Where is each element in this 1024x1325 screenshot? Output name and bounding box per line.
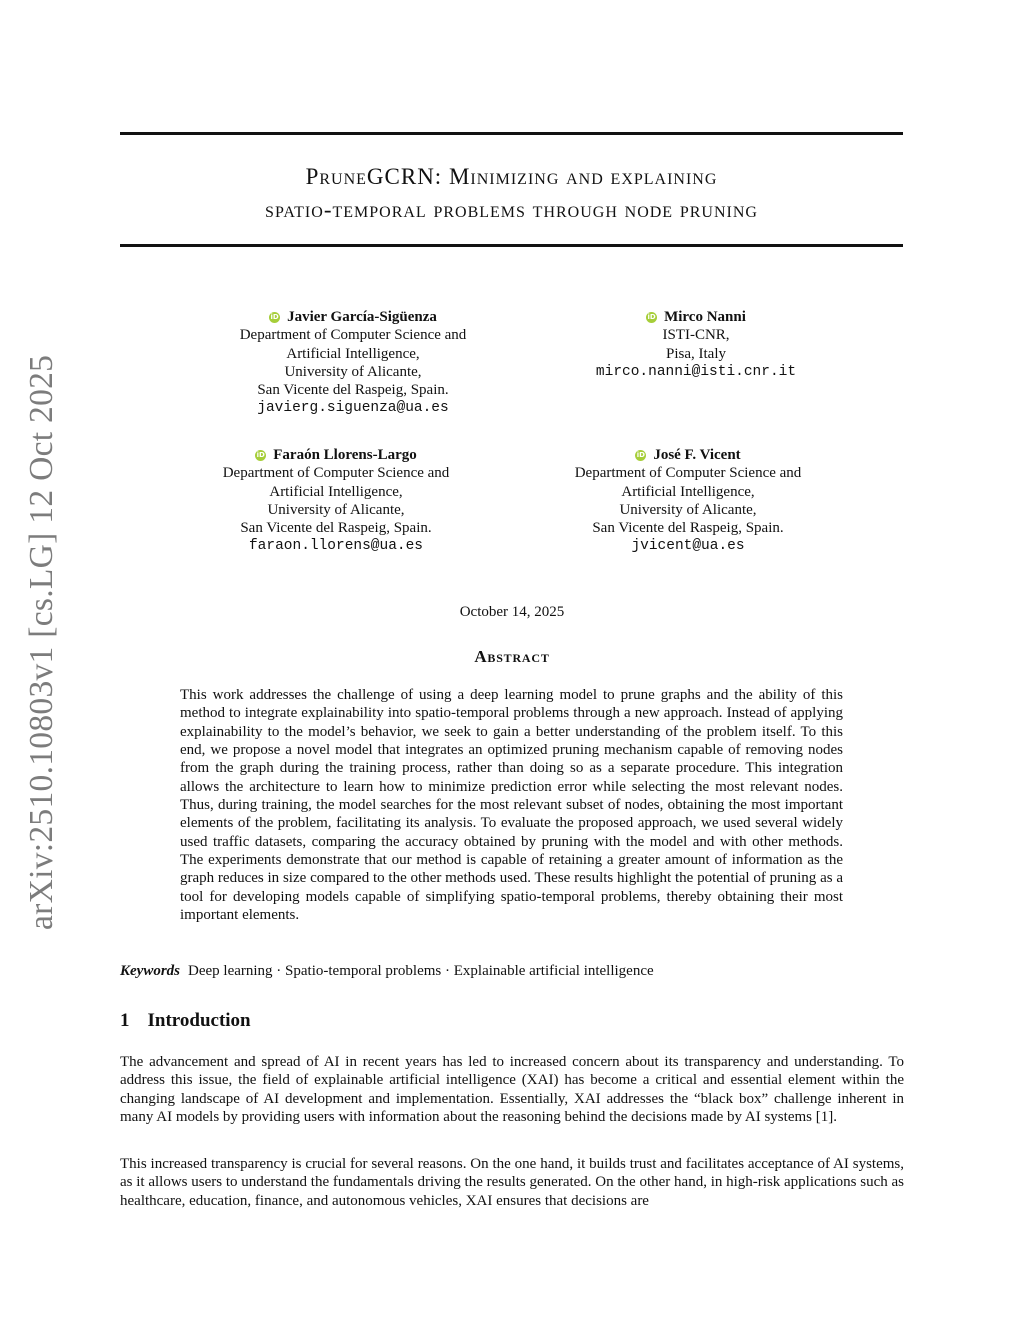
paragraph: This increased transparency is crucial for several reasons. On the one hand, it builds trust and facilitates acceptance of AI systems, as it allows users to understand the fundamentals driving the results generated. On the other hand, in high-risk applications such as healthcare, education, finance, and autonomous vehicles, XAI ensures that decisions are (120, 1156, 904, 1209)
orcid-icon[interactable]: iD (636, 450, 645, 459)
author-email[interactable]: javierg.siguenza@ua.es (257, 400, 449, 417)
keywords-label: Keywords (120, 963, 180, 979)
author-block: iD José F. Vicent Department of Computer Science and Artificial Intelligence, University of Alicante, San Vicente del Raspeig, Spain. jvicent@ua.es (538, 446, 838, 556)
keywords (120, 963, 654, 980)
author-block: iD Javier García-Sigüenza Department of Computer Science and Artificial Intelligence, University of Alicante, San Vicente del Raspeig, Spain. javierg.siguenza@ua.es (203, 308, 503, 418)
author-email[interactable]: faraon.llorens@ua.es (248, 538, 424, 555)
author-block: iD Faraón Llorens-Largo Department of Computer Science and Artificial Intelligence, University of Alicante, San Vicente del Raspeig, Spain. faraon.llorens@ua.es (186, 446, 486, 556)
orcid-icon[interactable]: iD (256, 450, 265, 459)
title-bottom-rule (120, 244, 903, 247)
publication-date: October 14, 2025 (459, 604, 565, 620)
author-block: iD Mirco Nanni ISTI-CNR, Pisa, Italy mirco.nanni@isti.cnr.it (546, 308, 846, 381)
author-email[interactable]: mirco.nanni@isti.cnr.it (595, 363, 797, 380)
keywords-list: Deep learning · Spatio-temporal problems · Explainable artificial intelligence (188, 963, 654, 979)
author-email[interactable]: jvicent@ua.es (631, 538, 745, 555)
abstract-body: This work addresses the challenge of using a deep learning model to prune graphs and the ability of this method to integrate explainability into spatio-temporal problems through a new approach. Instead of applying explainability to the model’s behavior, we seek to gain a better understanding of the problem itself. To this end, we propose a novel model that integrates an optimized pruning mechanism capable of removing nodes from the graph during the training process, rather than doing so as a separate procedure. This integration allows the architecture to learn how to minimize prediction error while selecting the most relevant nodes. Thus, during training, the model searches for the most relevant subset of nodes, obtaining the most important elements of the problem, facilitating its analysis. To evaluate the proposed approach, we used several widely used traffic datasets, comparing the accuracy obtained by pruning with the model and with other methods. The experiments demonstrate that our method is capable of retaining a greater amount of information as the graph reduces in size compared to the other methods used. These results highlight the potential of pruning as a tool for developing models capable of simplifying spatio-temporal problems, thereby obtaining their most important elements. (180, 687, 843, 924)
paper-title: PruneGCRN: Minimizing and explaining spatio-temporal problems through node pruning (265, 164, 758, 222)
title-top-rule (120, 132, 903, 135)
abstract-heading: Abstract (474, 647, 550, 666)
orcid-icon[interactable]: iD (647, 312, 656, 321)
paragraph: The advancement and spread of AI in recent years has led to increased concern about its transparency and understanding. To address this issue, the field of explainable artificial intelligence (XAI) has become a critical and essential element within the changing landscape of AI development and implementation. Essentially, XAI addresses the “black box” challenge inherent in many AI models by providing users with information about the reasoning behind the decisions made by AI systems [1]. (120, 1054, 904, 1126)
orcid-icon[interactable]: iD (270, 312, 279, 321)
section-heading: 1 Introduction (120, 1010, 251, 1031)
